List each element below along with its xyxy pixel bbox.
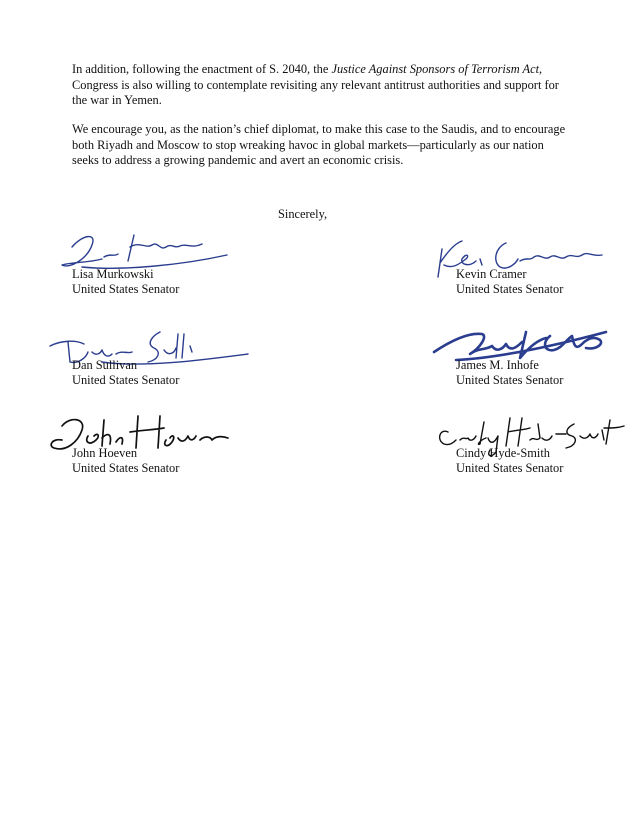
closing-salutation: Sincerely,: [278, 207, 328, 221]
p1-text-end: , Congress is also willing to contemplate revisiting any relevant antitrust authorities and support for the war in Yemen.: [72, 62, 559, 107]
signatory-name: Dan Sullivan: [72, 358, 138, 372]
signatory-title: United States Senator: [72, 282, 180, 296]
signatory-title: United States Senator: [456, 373, 564, 387]
paragraph-encourage: We encourage you, as the nation’s chief diplomat, to make this case to the Saudis, and to encourage both Riyadh and Moscow to stop wreaking havoc in global markets—particularly as our nation seeks to address a growing pandemic and avert an economic crisis.: [72, 122, 566, 167]
signatory-name: John Hoeven: [72, 446, 138, 460]
act-title: Justice Against Sponsors of Terrorism Act: [331, 62, 540, 76]
signatory-name: Cindy Hyde-Smith: [456, 446, 550, 460]
signature-block-hoeven: [72, 446, 272, 506]
signatory-name: Lisa Murkowski: [72, 267, 154, 281]
p1-text-start: In addition, following the enactment of S. 2040, the: [72, 62, 332, 76]
signatory-name: Kevin Cramer: [456, 267, 527, 281]
paragraph-antitrust: [72, 62, 572, 109]
signature-block-hyde-smith: [456, 446, 644, 506]
signatory-title: United States Senator: [456, 282, 564, 296]
signatory-title: United States Senator: [456, 461, 564, 475]
signatory-title: United States Senator: [72, 373, 180, 387]
signatory-name: James M. Inhofe: [456, 358, 539, 372]
signatory-title: United States Senator: [72, 461, 180, 475]
